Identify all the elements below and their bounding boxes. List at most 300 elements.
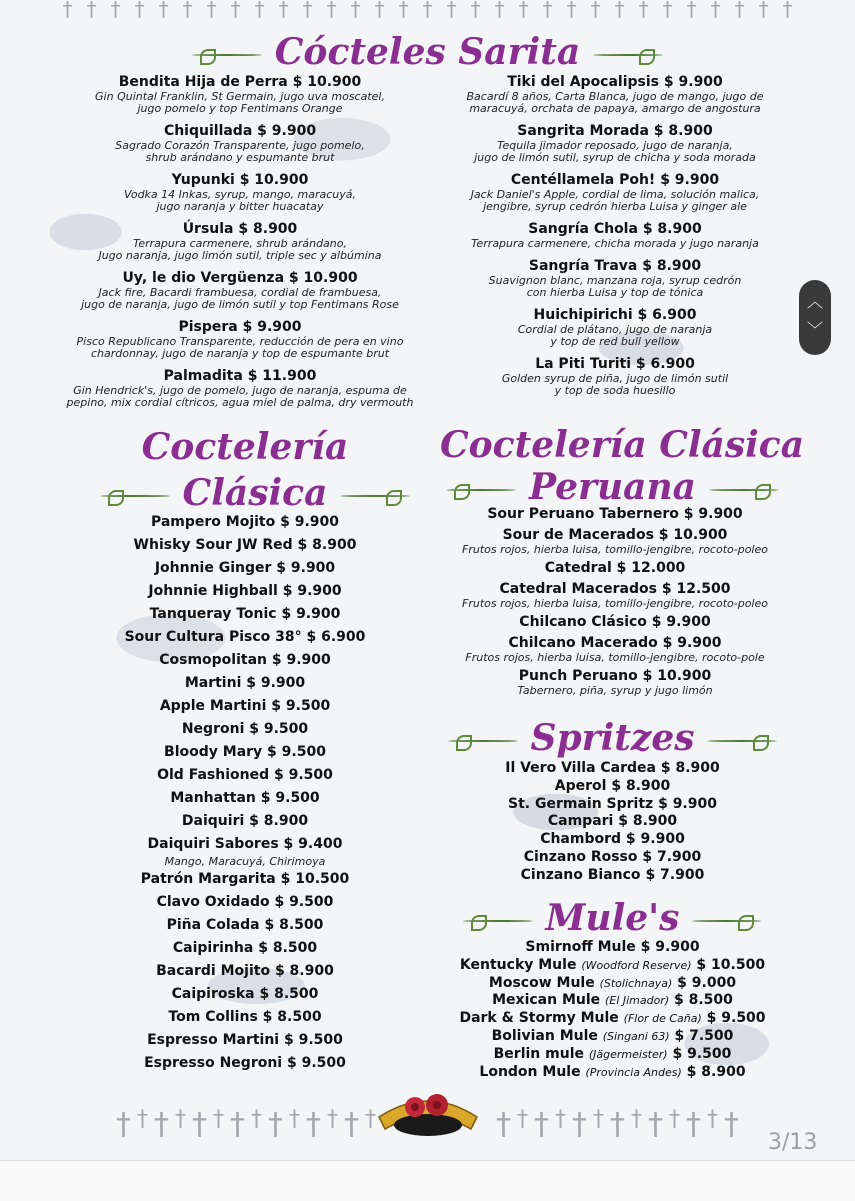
menu-item-line [95,787,395,810]
menu-item-description: Frutos rojos, hierba luisa, tomillo-jengibre, rocoto-poleo [462,543,768,556]
menu-item-line [430,356,800,373]
menu-item-name: Cosmopolitan [159,652,267,668]
peruana-title: Coctelería Clásica Peruana [440,424,805,508]
menu-item [430,307,800,348]
menu-item-line [430,258,800,275]
menu-item-line [435,667,795,685]
menu-item-line [95,1006,395,1029]
menu-item-name: Tom Collins [168,1009,258,1025]
peruana-column [435,502,795,697]
menu-item-description: Gin Quintal Franklin, St Germain, jugo uva moscatel, [95,90,385,103]
menu-item-name: Chiquillada [163,123,253,139]
menu-item-description: Frutos rojos, hierba luisa, tomillo-jengibre, rocoto-pole [465,651,765,664]
menu-item-price: $ 8.500 [258,940,318,956]
menu-item-name: Yupunki [171,172,235,188]
menu-item-price: $ 9.900 [242,319,302,335]
menu-item-line [95,741,395,764]
menu-item-price: $ 10.900 [292,74,362,90]
menu-item-description: Jack fire, Bacardi frambuesa, cordial de frambuesa, [98,286,382,299]
menu-item-description: y top de red bull yellow [550,335,680,348]
menu-item-name: Dark & Stormy Mule [459,1010,619,1027]
menu-item-line [95,557,395,580]
menu-item-name: Bolivian Mule [491,1027,598,1044]
menu-item-name: Chambord [540,831,622,848]
menu-item-price: $ 9.500 [706,1010,766,1027]
menu-item-line [430,74,800,91]
mules-column [440,939,785,1081]
menu-item [95,764,395,787]
menu-item-line [440,813,785,831]
menu-item-price: $ 8.500 [262,1009,322,1025]
menu-item-line [440,939,785,957]
menu-item-line [55,74,425,91]
menu-item [95,1006,395,1029]
menu-item-name: Kentucky Mule [459,956,577,973]
menu-item [95,1029,395,1052]
menu-item-brand: (Provincia Andes) [585,1065,682,1079]
menu-item [440,975,785,993]
menu-item-line [95,534,395,557]
menu-item-description: shrub arándano y espumante brut [145,151,335,164]
menu-item-description: Suavignon blanc, manzana roja, syrup cedrón [488,274,742,287]
menu-item-description: Jack Daniel's Apple, cordial de lima, solución malica, [470,188,760,201]
menu-item [435,559,795,577]
vine-right-icon [340,488,410,504]
menu-item [440,1064,785,1082]
menu-item-price: $ 9.500 [274,894,334,910]
menu-item-brand: (Woodford Reserve) [581,958,692,972]
sarita-title: Cócteles Sarita [0,30,855,74]
menu-item-description: maracuyá, orchata de papaya, amargo de angostura [469,102,761,115]
menu-item-name: Chilcano Clásico [519,614,647,630]
menu-item-name: Old Fashioned [157,767,270,783]
menu-item [430,74,800,115]
menu-item-line [435,634,795,652]
menu-item-description: Cordial de plátano, jugo de naranja [517,323,713,336]
menu-item-name: Il Vero Villa Cardea [505,760,656,776]
menu-item-name: Chilcano Macerado [508,635,658,651]
menu-item [95,626,395,649]
menu-item [95,937,395,960]
menu-item [430,258,800,299]
mules-title: Mule's [440,896,785,940]
menu-item-line [440,778,785,796]
menu-item [95,557,395,580]
menu-item [435,667,795,697]
sarita-colonia-logo [375,1083,481,1139]
menu-item-line [55,221,425,238]
menu-item-price: $ 9.900 [246,675,306,691]
menu-item-name: Espresso Negroni [144,1055,283,1071]
menu-item-brand: (Jägermeister) [588,1047,668,1061]
vine-left-icon [448,733,518,749]
menu-item-name: Palmadita [163,368,243,384]
top-cross-border: † † † † † † † † † † † † † † † † † † † † † † † † † † † † † † † [62,0,793,21]
chevron-up-icon[interactable]: ︿ [806,292,823,311]
menu-item-name: Aperol [554,777,607,794]
menu-item-line [95,672,395,695]
menu-item-description: jugo pomelo y top Fentimans Orange [137,102,343,115]
menu-item-price: $ 8.500 [264,917,324,933]
menu-item-name: Whisky Sour JW Red [133,537,293,553]
menu-item-line [95,914,395,937]
menu-item-price: $ 10.900 [658,527,728,543]
menu-item-description: Tequila jimador reposado, jugo de naranja, [497,139,733,152]
menu-item-line [440,760,785,778]
chevron-down-icon[interactable]: ﹀ [806,320,823,339]
menu-item [440,778,785,796]
menu-item-price: $ 9.900 [660,172,720,188]
menu-item-description: jugo naranja y bitter huacatay [156,200,324,213]
menu-item-name: Mexican Mule [492,992,601,1009]
menu-item-description: chardonnay, jugo de naranja y top de espumante brut [90,347,390,360]
menu-item [435,613,795,631]
menu-item-name: Caipiroska [171,986,255,1002]
menu-item-name: Pispera [178,319,238,335]
menu-item-description: jengibre, syrup cedrón hierba Luisa y ginger ale [483,200,747,213]
menu-item-line [95,695,395,718]
menu-item-price: $ 9.900 [281,606,341,622]
menu-item-price: $ 9.900 [625,831,685,848]
menu-item-description: jugo de naranja, jugo de limón sutil y top Fentimans Rose [81,298,399,311]
menu-item-price: $ 7.900 [642,848,702,865]
menu-item-line [95,1029,395,1052]
menu-item-price: $ 9.500 [267,744,326,760]
menu-item-price: $ 9.400 [283,836,343,852]
menu-item-description: Jugo naranja, jugo limón sutil, triple sec y albúmina [98,249,382,262]
menu-item-price: $ 8.900 [249,813,309,829]
menu-item-price: $ 9.900 [276,560,336,576]
menu-item-name: Catedral [544,560,612,576]
menu-item [435,505,795,523]
menu-item-description: pepino, mix cordial cítricos, agua miel de palma, dry vermouth [66,396,414,409]
menu-item-description: Terrapura carmenere, chicha morada y jugo naranja [471,237,759,250]
menu-item-name: Cinzano Bianco [520,866,641,883]
menu-item-name: St. Germain Spritz [508,795,654,812]
menu-item-line [440,831,785,849]
menu-item-line [435,580,795,598]
menu-item-name: Bendita Hija de Perra [118,74,288,90]
menu-item-line [55,270,425,287]
menu-item-name: Úrsula [182,221,234,237]
menu-item-line [430,221,800,238]
menu-item [55,221,425,262]
menu-item-line [95,580,395,603]
menu-item-price: $ 9.900 [658,795,717,812]
menu-item-price: $ 10.500 [280,871,350,887]
menu-item-name: Daiquiri [181,813,245,829]
menu-item-brand: (Singani 63) [602,1029,670,1043]
menu-item [430,123,800,164]
menu-item-line [95,937,395,960]
menu-item-name: Sour Cultura Pisco 38° [124,629,302,645]
vine-left-icon [446,482,516,498]
menu-item-name: Martini [184,675,242,691]
menu-item-line [95,960,395,983]
menu-item-name: La Piti Turiti [535,356,632,372]
menu-item-name: Catedral Macerados [499,581,657,597]
page-scroll-control [799,280,831,355]
menu-item-price: $ 9.900 [651,614,711,630]
menu-item-line [440,796,785,814]
menu-item-description: Vodka 14 Inkas, syrup, mango, maracuyá, [123,188,357,201]
menu-item-price: $ 8.500 [259,986,319,1002]
menu-item-price: $ 12.000 [616,560,686,576]
menu-item [95,914,395,937]
menu-item-price: $ 8.900 [642,221,702,237]
menu-item-line [430,307,800,324]
menu-item-description: Pisco Republicano Transparente, reducción de pera en vino [76,335,404,348]
menu-item-line [95,626,395,649]
vine-right-icon [707,733,777,749]
menu-item-price: $ 10.900 [642,668,712,684]
menu-item-line [55,319,425,336]
menu-item-price: $ 10.900 [239,172,309,188]
menu-item-price: $ 9.900 [271,652,331,668]
menu-item-price: $ 9.900 [662,635,722,651]
menu-item-line [430,172,800,189]
menu-item-price: $ 9.900 [640,939,700,955]
menu-item [440,831,785,849]
menu-item [435,634,795,664]
menu-item-name: Berlin mule [493,1045,584,1062]
menu-item [95,960,395,983]
menu-item-price: $ 8.900 [611,777,671,794]
menu-item-line [95,983,395,1006]
menu-item-line [95,810,395,833]
menu-item-line [95,603,395,626]
menu-item-line [440,1046,785,1064]
menu-item-name: Punch Peruano [518,668,638,684]
page-indicator: 3/13 [768,1130,818,1155]
menu-item-price: $ 8.900 [653,123,713,139]
vine-left-icon [463,913,533,929]
menu-item-price: $ 9.500 [672,1045,732,1062]
menu-item-name: Smirnoff Mule [525,939,636,955]
menu-item [440,1046,785,1064]
menu-item-name: Espresso Martini [147,1032,280,1048]
menu-item [430,172,800,213]
menu-item-price: $ 9.500 [283,1032,343,1048]
menu-item-line [55,368,425,385]
menu-item-line [440,867,785,885]
menu-item [95,649,395,672]
vine-left-icon [192,47,262,63]
menu-item-name: Johnnie Ginger [154,560,272,576]
spritzes-column [440,760,785,885]
menu-item-price: $ 8.900 [642,258,702,274]
menu-item-name: Manhattan [170,790,256,806]
menu-item [55,123,425,164]
menu-item-line [95,511,395,534]
vine-left-icon [100,488,170,504]
menu-item-description: Terrapura carmenere, shrub arándano, [132,237,348,250]
menu-item-line [440,992,785,1010]
menu-item-brand: (Flor de Caña) [623,1012,702,1026]
sarita-left-column [55,74,425,417]
menu-item-name: Sour de Macerados [502,527,654,543]
menu-item-price: $ 7.500 [674,1027,734,1044]
menu-item-description: Mango, Maracuyá, Chirimoya [164,855,326,868]
menu-item-description: Bacardí 8 años, Carta Blanca, jugo de mango, jugo de [466,90,764,103]
menu-item-line [435,559,795,577]
clasica-column [95,511,395,1075]
menu-item-price: $ 7.900 [645,866,705,883]
menu-item-name: Uy, le dio Vergüenza [122,270,285,286]
menu-item-price: $ 6.900 [637,307,697,323]
menu-item-line [430,123,800,140]
menu-item-name: Sour Peruano Tabernero [487,506,679,522]
menu-item-line [435,613,795,631]
menu-item-line [440,1064,785,1082]
menu-item-line [95,764,395,787]
menu-item-price: $ 8.900 [238,221,298,237]
menu-item-name: London Mule [479,1063,581,1080]
menu-item-name: Johnnie Highball [148,583,278,599]
sarita-right-column [430,74,800,405]
menu-item [95,810,395,833]
menu-item [55,270,425,311]
menu-item [95,580,395,603]
menu-item-brand: (Stolichnaya) [599,976,673,990]
menu-item-line [95,891,395,914]
menu-item [95,695,395,718]
menu-item-price: $ 9.000 [677,974,737,991]
menu-item-name: Sangría Trava [528,258,638,274]
menu-item-price: $ 8.500 [673,992,733,1009]
menu-item-price: $ 8.900 [297,537,357,553]
menu-item-description: Gin Hendrick's, jugo de pomelo, jugo de naranja, espuma de [73,384,407,397]
menu-item [55,368,425,409]
menu-item-name: Piña Colada [166,917,260,933]
menu-item-name: Huichipirichi [533,307,633,323]
menu-item-line [95,1052,395,1075]
menu-item-description: jugo de limón sutil, syrup de chicha y soda morada [474,151,756,164]
menu-item-name: Pampero Mojito [150,514,276,530]
menu-item-name: Daiquiri Sabores [147,836,279,852]
menu-item-price: $ 9.500 [273,767,333,783]
menu-item [95,511,395,534]
menu-item-line [440,1010,785,1028]
menu-item-price: $ 9.900 [280,514,340,530]
menu-item-price: $ 9.500 [286,1055,346,1071]
menu-item-price: $ 6.900 [635,356,695,372]
menu-item-name: Sangría Chola [528,221,638,237]
menu-item-line [95,649,395,672]
menu-item [440,992,785,1010]
menu-item-line [440,849,785,867]
menu-item [430,356,800,397]
menu-item-line [435,505,795,523]
menu-item [440,760,785,778]
menu-item-price: $ 8.900 [618,813,678,830]
menu-item-line [55,172,425,189]
menu-item-brand: (El Jimador) [605,994,670,1008]
vine-right-icon [692,913,762,929]
menu-item [95,741,395,764]
menu-item-price: $ 9.500 [260,790,320,806]
vine-right-icon [709,482,779,498]
menu-item-price: $ 8.900 [660,760,720,776]
menu-item-line [440,1028,785,1046]
menu-item-name: Caipirinha [172,940,254,956]
menu-item-name: Campari [547,813,614,830]
menu-item [440,796,785,814]
menu-item-name: Cinzano Rosso [523,848,638,865]
menu-item-line [95,718,395,741]
menu-item [95,983,395,1006]
menu-item [95,534,395,557]
menu-item-price: $ 9.900 [282,583,342,599]
menu-item [95,718,395,741]
menu-item [440,813,785,831]
menu-item-name: Apple Martini [159,698,267,714]
menu-item [55,74,425,115]
menu-item-line [435,526,795,544]
menu-item-price: $ 12.500 [661,581,731,597]
menu-item-name: Tanqueray Tonic [149,606,277,622]
menu-item-name: Sangrita Morada [517,123,649,139]
menu-item-description: Frutos rojos, hierba luisa, tomillo-jengibre, rocoto-poleo [462,597,768,610]
menu-item [95,672,395,695]
menu-item-line [440,957,785,975]
menu-item [440,867,785,885]
clasica-title: Coctelería Clásica [100,424,390,516]
menu-item [430,221,800,250]
menu-item-name: Bacardi Mojito [156,963,271,979]
menu-item-name: Tiki del Apocalipsis [507,74,660,90]
menu-item [95,868,395,891]
menu-item-price: $ 8.900 [274,963,334,979]
menu-item [440,1028,785,1046]
menu-item [55,319,425,360]
menu-item-name: Centéllamela Poh! [510,172,656,188]
menu-item [440,957,785,975]
menu-item-description: y top de soda huesillo [554,384,676,397]
menu-item-name: Negroni [181,721,245,737]
menu-item-name: Moscow Mule [488,974,595,991]
menu-item [95,603,395,626]
viewer-footer-bar [0,1160,855,1201]
menu-item-price: $ 10.900 [288,270,358,286]
menu-item [95,1052,395,1075]
menu-item-name: Patrón Margarita [140,871,276,887]
vine-right-icon [593,47,663,63]
menu-item-price: $ 9.900 [683,506,743,522]
menu-item-price: $ 6.900 [306,629,366,645]
menu-item [435,526,795,556]
menu-item-line [440,975,785,993]
menu-item [435,580,795,610]
menu-item-price: $ 11.900 [247,368,317,384]
menu-item-line [55,123,425,140]
menu-item-price: $ 9.500 [249,721,309,737]
menu-item-price: $ 9.500 [271,698,331,714]
menu-item [55,172,425,213]
menu-item [440,939,785,957]
menu-item-description: con hierba Luisa y top de tónica [526,286,704,299]
menu-item-price: $ 9.900 [663,74,723,90]
bottom-cross-border: † † † † † † † † † † † † † † † † † † † † † † † † † † † [116,1107,739,1142]
menu-item-description: Tabernero, piña, syrup y jugo limón [517,684,713,697]
menu-item [440,1010,785,1028]
menu-item-line [95,868,395,891]
menu-item-name: Bloody Mary [164,744,263,760]
menu-item [95,787,395,810]
menu-item [95,833,395,868]
menu-item-description: Golden syrup de piña, jugo de limón sutil [501,372,729,385]
menu-item-price: $ 9.900 [257,123,317,139]
